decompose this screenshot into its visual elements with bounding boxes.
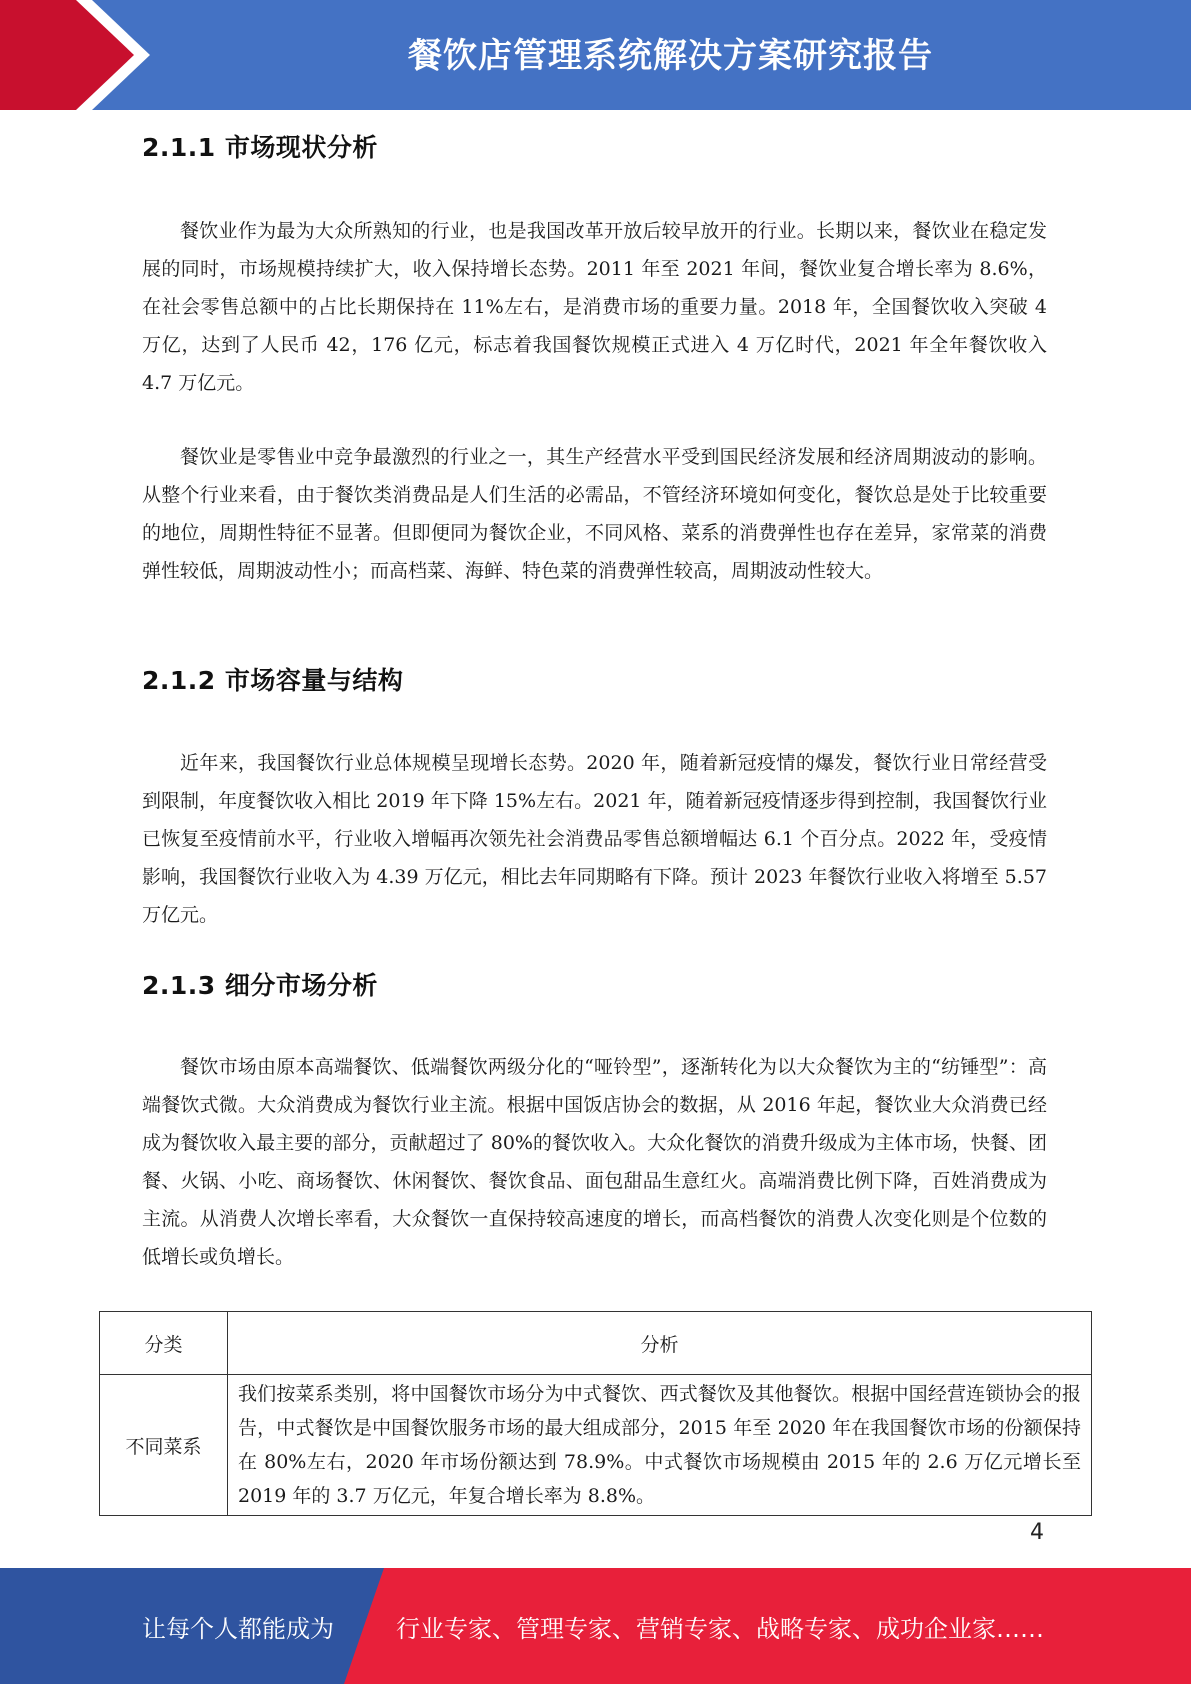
table-cell-analysis: 我们按菜系类别，将中国餐饮市场分为中式餐饮、西式餐饮及其他餐饮。根据中国经营连锁协会的报告，中式餐饮是中国餐饮服务市场的最大组成部分，2015 年至 2020 年在我国餐饮市场的份额保持在 80%左右，2020 年市场份额达到 78.9%。中式餐饮市场规模由 2015 年的 2.6 万亿元增长至 2019 年的 3.7 万亿元，年复合增长率为 8.8%。 <box>228 1375 1092 1516</box>
table-cell-category: 不同菜系 <box>100 1375 228 1516</box>
header-banner <box>0 0 1191 110</box>
analysis-table <box>99 1311 1092 1516</box>
footer-slogan-right: 行业专家、管理专家、营销专家、战略专家、成功企业家…… <box>396 1614 1044 1643</box>
header-arrow-decoration <box>0 0 170 110</box>
footer-slogan-left: 让每个人都能成为 <box>142 1614 334 1643</box>
section-heading: 2.1.2 市场容量与结构 <box>142 666 404 695</box>
paragraph: 餐饮业是零售业中竞争最激烈的行业之一，其生产经营水平受到国民经济发展和经济周期波动的影响。从整个行业来看，由于餐饮类消费品是人们生活的必需品，不管经济环境如何变化，餐饮总是处于比较重要的地位，周期性特征不显著。但即便同为餐饮企业，不同风格、菜系的消费弹性也存在差异，家常菜的消费弹性较低，周期波动性小；而高档菜、海鲜、特色菜的消费弹性较高，周期波动性较大。 <box>142 446 1047 582</box>
table-row <box>100 1375 1092 1516</box>
footer-banner <box>0 1568 1191 1684</box>
paragraph: 餐饮业作为最为大众所熟知的行业，也是我国改革开放后较早放开的行业。长期以来，餐饮业在稳定发展的同时，市场规模持续扩大，收入保持增长态势。2011 年至 2021 年间，餐饮业复合增长率为 8.6%，在社会零售总额中的占比长期保持在 11%左右，是消费市场的重要力量。2018 年，全国餐饮收入突破 4 万亿，达到了人民币 42，176 亿元，标志着我国餐饮规模正式进入 4 万亿时代，2021 年全年餐饮收入 4.7 万亿元。 <box>142 220 1047 394</box>
page-number: 4 <box>1030 1520 1044 1545</box>
document-title: 餐饮店管理系统解决方案研究报告 <box>408 35 933 76</box>
table-header-row <box>100 1312 1092 1375</box>
paragraph: 餐饮市场由原本高端餐饮、低端餐饮两级分化的“哑铃型”，逐渐转化为以大众餐饮为主的“纺锤型”：高端餐饮式微。大众消费成为餐饮行业主流。根据中国饭店协会的数据，从 2016 年起，餐饮业大众消费已经成为餐饮收入最主要的部分，贡献超过了 80%的餐饮收入。大众化餐饮的消费升级成为主体市场，快餐、团餐、火锅、小吃、商场餐饮、休闲餐饮、餐饮食品、面包甜品生意红火。高端消费比例下降，百姓消费成为主流。从消费人次增长率看，大众餐饮一直保持较高速度的增长，而高档餐饮的消费人次变化则是个位数的低增长或负增长。 <box>142 1056 1047 1268</box>
section-heading: 2.1.3 细分市场分析 <box>142 971 378 1000</box>
table-header-analysis: 分析 <box>228 1312 1092 1375</box>
paragraph: 近年来，我国餐饮行业总体规模呈现增长态势。2020 年，随着新冠疫情的爆发，餐饮行业日常经营受到限制，年度餐饮收入相比 2019 年下降 15%左右。2021 年，随着新冠疫情逐步得到控制，我国餐饮行业已恢复至疫情前水平，行业收入增幅再次领先社会消费品零售总额增幅达 6.1 个百分点。2022 年，受疫情影响，我国餐饮行业收入为 4.39 万亿元，相比去年同期略有下降。预计 2023 年餐饮行业收入将增至 5.57 万亿元。 <box>142 752 1047 926</box>
section-heading: 2.1.1 市场现状分析 <box>142 133 378 162</box>
table-header-category: 分类 <box>100 1312 228 1375</box>
